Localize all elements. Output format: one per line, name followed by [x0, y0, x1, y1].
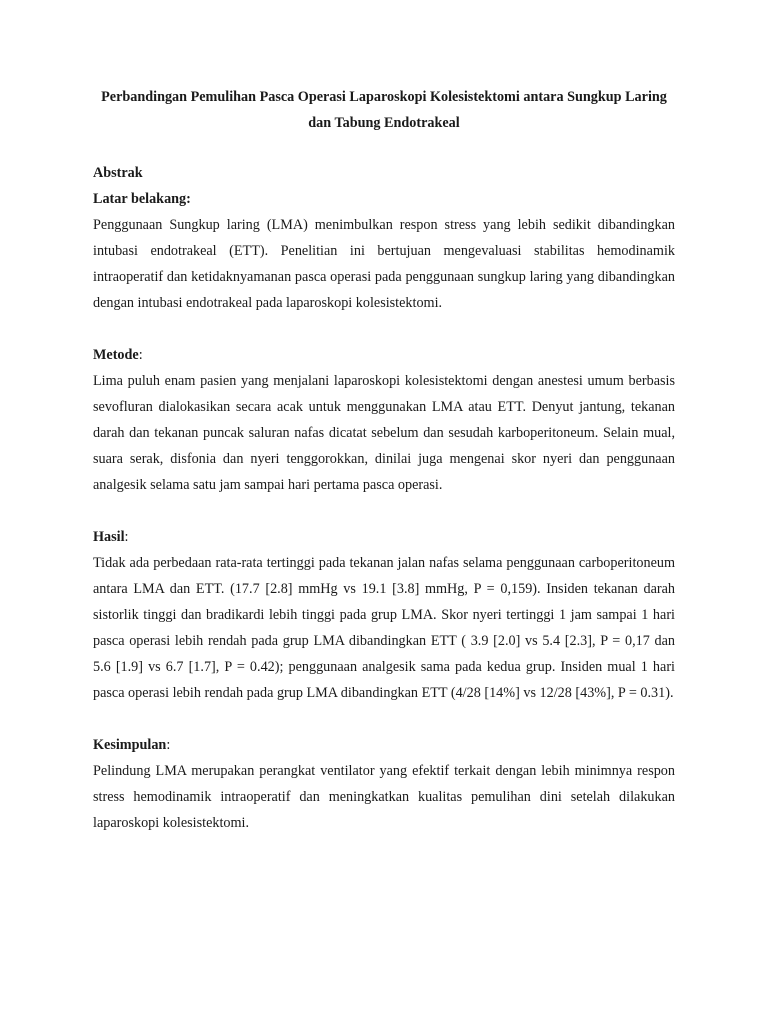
section-spacer: [93, 498, 675, 524]
conclusion-paragraph: Pelindung LMA merupakan perangkat ventilator yang efektif terkait dengan lebih minimnya respon stress hemodinamik intraoperatif dan meningkatkan kualitas pemulihan dini setelah dilakukan laparoskopi kolesistektomi.: [93, 763, 675, 831]
conclusion-heading: [93, 732, 675, 758]
conclusion-heading-colon: :: [166, 737, 171, 753]
conclusion-heading-label: Kesimpulan: [93, 737, 167, 753]
document-title: Perbandingan Pemulihan Pasca Operasi Laparoskopi Kolesistektomi antara Sungkup Laring dan Tabung Endotrakeal: [101, 89, 667, 131]
method-heading-label: Metode: [93, 347, 139, 363]
results-heading-label: Hasil: [93, 529, 125, 545]
results-heading: [93, 524, 675, 550]
section-spacer: [93, 316, 675, 342]
results-paragraph: Tidak ada perbedaan rata-rata tertinggi pada tekanan jalan nafas selama penggunaan carboperitoneum antara LMA dan ETT. (17.7 [2.8] mmHg vs 19.1 [3.8] mmHg, P = 0,159). Insiden tekanan darah sistorlik tinggi dan bradikardi lebih tinggi pada grup LMA. Skor nyeri tertinggi 1 jam sampai 1 hari pasca operasi lebih rendah pada grup LMA dibandingkan ETT ( 3.9 [2.0] vs 5.4 [2.3], P = 0,17 dan 5.6 [1.9] vs 6.7 [1.7], P = 0.42); penggunaan analgesik sama pada kedua grup. Insiden mual 1 hari pasca operasi lebih rendah pada grup LMA dibandingkan ETT (4/28 [14%] vs 12/28 [43%], P = 0.31).: [93, 555, 675, 701]
method-heading-colon: :: [138, 347, 143, 363]
results-heading-colon: :: [124, 529, 129, 545]
abstract-heading: Abstrak: [93, 165, 143, 181]
background-heading: Latar belakang:: [93, 191, 191, 207]
background-paragraph: Penggunaan Sungkup laring (LMA) menimbulkan respon stress yang lebih sedikit dibandingkan intubasi endotrakeal (ETT). Penelitian ini bertujuan mengevaluasi stabilitas hemodinamik intraoperatif dan ketidaknyamanan pasca operasi pada penggunaan sungkup laring yang dibandingkan dengan intubasi endotrakeal pada laparoskopi kolesistektomi.: [93, 217, 675, 311]
section-spacer: [93, 706, 675, 732]
method-heading: [93, 342, 675, 368]
method-paragraph: Lima puluh enam pasien yang menjalani laparoskopi kolesistektomi dengan anestesi umum berbasis sevofluran dialokasikan secara acak untuk menggunakan LMA atau ETT. Denyut jantung, tekanan darah dan tekanan puncak saluran nafas dicatat sebelum dan sesudah karboperitoneum. Selain mual, suara serak, disfonia dan nyeri tenggorokkan, dinilai juga mengenai skor nyeri dan penggunaan analgesik selama satu jam sampai hari pertama pasca operasi.: [93, 373, 675, 493]
